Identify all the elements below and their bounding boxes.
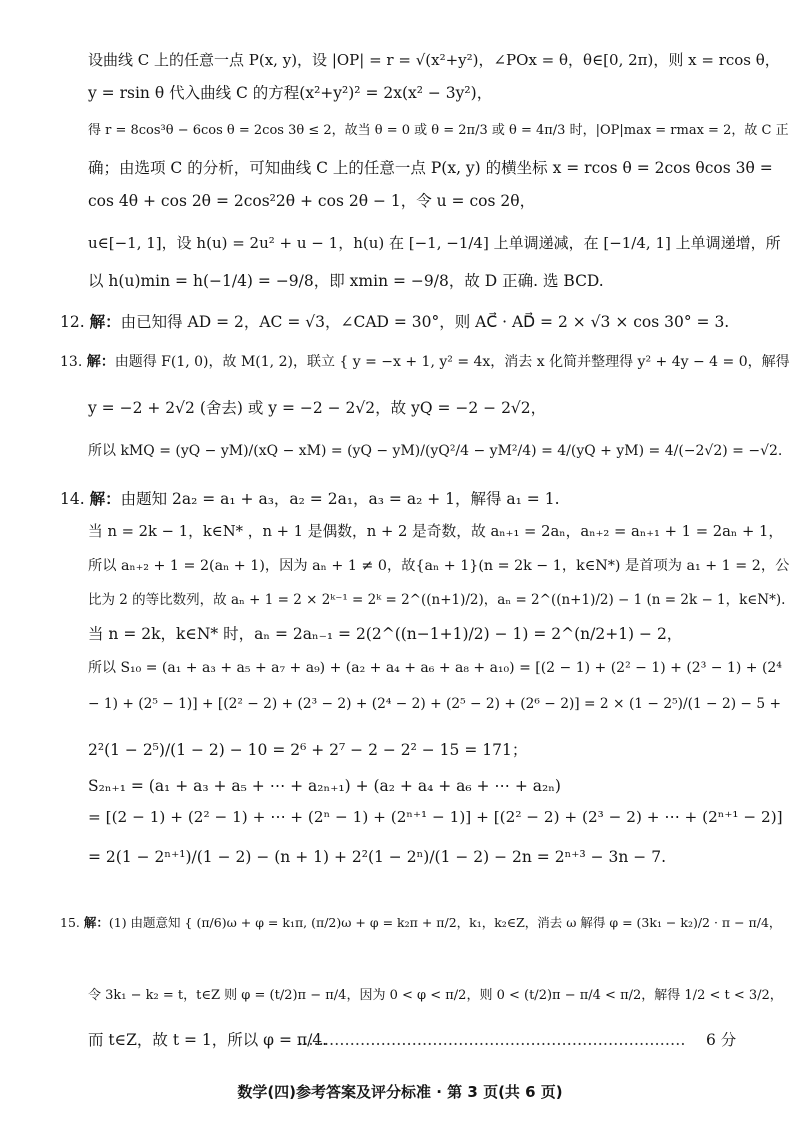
q14-line-11: = 2(1 − 2ⁿ⁺¹)/(1 − 2) − (n + 1) + 2²(1 − 2ⁿ)/(1 − 2) − 2n = 2ⁿ⁺³ − 3n − 7. [88, 848, 667, 866]
score-points: 6 分 [706, 1031, 737, 1049]
q15-solution-label: 解： [83, 915, 109, 930]
q15-line-2: 令 3k₁ − k₂ = t，t∈Z 则 φ = (t/2)π − π/4，因为 0 < φ < π/2，则 0 < (t/2)π − π/4 < π/2，解得 1/2 < t < 3/2， [88, 988, 783, 1003]
scoring-leader-dots: ………………………………………………………………… [298, 1031, 686, 1049]
q13-number: 13. [60, 354, 87, 370]
q14-line-4: 比为 2 的等比数列，故 aₙ + 1 = 2 × 2ᵏ⁻¹ = 2ᵏ = 2^((n+1)/2)，aₙ = 2^((n+1)/2) − 1 (n = 2k − 1，k∈N*). [88, 592, 786, 608]
q13-line-3: 所以 kMQ = (yQ − yM)/(xQ − xM) = (yQ − yM)/(yQ²/4 − yM²/4) = 4/(yQ + yM) = 4/(−2√2) = −√2. [88, 443, 783, 459]
q11-cont-line-6: u∈[−1, 1]，设 h(u) = 2u² + u − 1，h(u) 在 [−1, −1/4] 上单调递减，在 [−1/4, 1] 上单调递增，所 [88, 234, 781, 252]
q14-number: 14. [60, 490, 90, 508]
q13-text-1: 由题得 F(1, 0)，故 M(1, 2)，联立 { y = −x + 1, y² = 4x，消去 x 化简并整理得 y² + 4y − 4 = 0，解得 [114, 354, 790, 370]
q12-text: 由已知得 AD = 2，AC = √3，∠CAD = 30°，则 AC⃗ · AD⃗ = 2 × √3 × cos 30° = 3. [120, 313, 730, 331]
q12-line [60, 311, 729, 333]
q14-line-1 [60, 488, 560, 510]
q13-line-2: y = −2 + 2√2 (舍去) 或 y = −2 − 2√2，故 yQ = −2 − 2√2， [88, 399, 547, 417]
q14-solution-label: 解： [89, 489, 121, 508]
q11-cont-line-7: 以 h(u)min = h(−1/4) = −9/8，即 xmin = −9/8，故 D 正确. 选 BCD. [88, 272, 604, 290]
q14-line-2: 当 n = 2k − 1，k∈N* ，n + 1 是偶数，n + 2 是奇数，故 aₙ₊₁ = 2aₙ，aₙ₊₂ = aₙ₊₁ + 1 = 2aₙ + 1， [88, 523, 784, 540]
q12-solution-label: 解： [89, 312, 121, 331]
q14-line-5: 当 n = 2k，k∈N* 时，aₙ = 2aₙ₋₁ = 2(2^((n−1+1)/2) − 1) = 2^(n/2+1) − 2， [88, 625, 683, 643]
q14-line-6: 所以 S₁₀ = (a₁ + a₃ + a₅ + a₇ + a₉) + (a₂ + a₄ + a₆ + a₈ + a₁₀) = [(2 − 1) + (2² − 1) + (2³ − 1) + (2⁴ [88, 660, 782, 676]
q14-line-7: − 1) + (2⁵ − 1)] + [(2² − 2) + (2³ − 2) + (2⁴ − 2) + (2⁵ − 2) + (2⁶ − 2)] = 2 × (1 − 2⁵)/(1 − 2) − 5 + [88, 696, 781, 712]
q13-line-1 [60, 351, 790, 373]
q11-cont-line-4: 确；由选项 C 的分析，可知曲线 C 上的任意一点 P(x, y) 的横坐标 x = rcos θ = 2cos θcos 3θ = [88, 159, 773, 177]
q11-cont-line-1: 设曲线 C 上的任意一点 P(x, y)，设 |OP| = r = √(x²+y²)，∠POx = θ，θ∈[0, 2π)，则 x = rcos θ， [88, 51, 780, 69]
q13-solution-label: 解： [86, 354, 115, 370]
q15-line-1 [60, 912, 781, 934]
q14-text-1: 由题知 2a₂ = a₁ + a₃，a₂ = 2a₁，a₃ = a₂ + 1，解得 a₁ = 1. [120, 490, 560, 508]
q15-line-3: 而 t∈Z，故 t = 1，所以 φ = π/4. [88, 1031, 328, 1049]
q15-number: 15. [60, 915, 84, 930]
q12-number: 12. [60, 313, 90, 331]
q14-line-9: S₂ₙ₊₁ = (a₁ + a₃ + a₅ + ⋯ + a₂ₙ₊₁) + (a₂ + a₄ + a₆ + ⋯ + a₂ₙ) [88, 777, 561, 795]
page-footer: 数学(四)参考答案及评分标准 · 第 3 页(共 6 页) [237, 1083, 563, 1101]
q11-cont-line-3: 得 r = 8cos³θ − 6cos θ = 2cos 3θ ≤ 2，故当 θ = 0 或 θ = 2π/3 或 θ = 4π/3 时，|OP|max = rmax = 2，故 C 正 [88, 123, 789, 138]
q14-line-8: 2²(1 − 2⁵)/(1 − 2) − 10 = 2⁶ + 2⁷ − 2 − 2² − 15 = 171； [88, 741, 528, 759]
q11-cont-line-2: y = rsin θ 代入曲线 C 的方程(x²+y²)² = 2x(x² − 3y²)， [88, 84, 493, 102]
q11-cont-line-5: cos 4θ + cos 2θ = 2cos²2θ + cos 2θ − 1，令 u = cos 2θ， [88, 192, 536, 210]
q14-line-10: = [(2 − 1) + (2² − 1) + ⋯ + (2ⁿ − 1) + (2ⁿ⁺¹ − 1)] + [(2² − 2) + (2³ − 2) + ⋯ + (2ⁿ⁺¹ − 2)] [88, 808, 783, 826]
q14-line-3: 所以 aₙ₊₂ + 1 = 2(aₙ + 1)，因为 aₙ + 1 ≠ 0，故{aₙ + 1}(n = 2k − 1，k∈N*) 是首项为 a₁ + 1 = 2，公 [88, 558, 790, 574]
q15-text-1: (1) 由题意知 { (π/6)ω + φ = k₁π, (π/2)ω + φ = k₂π + π/2，k₁，k₂∈Z，消去 ω 解得 φ = (3k₁ − k₂)/2 · π − π/4， [108, 915, 782, 930]
